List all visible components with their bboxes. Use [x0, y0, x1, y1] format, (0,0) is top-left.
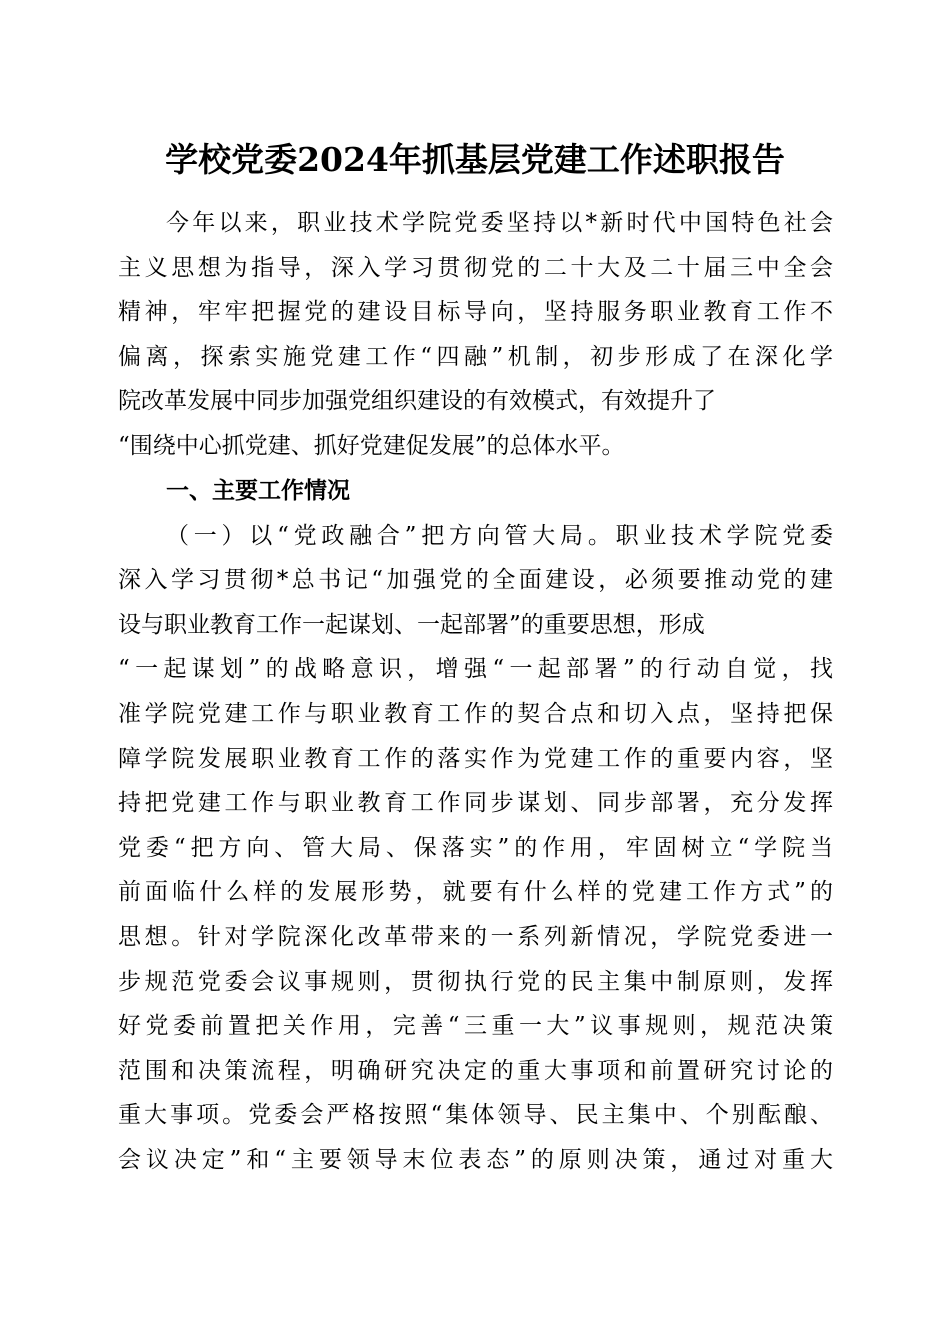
- paragraph-line: “一起谋划”的战略意识，增强“一起部署”的行动自觉，找: [118, 656, 833, 682]
- paragraph-line: 持把党建工作与职业教育工作同步谋划、同步部署，充分发挥: [118, 790, 833, 816]
- paragraph-line: （一）以“党政融合”把方向管大局。职业技术学院党委: [166, 523, 833, 549]
- paragraph-line: 设与职业教育工作一起谋划、一起部署”的重要思想，形成: [118, 612, 705, 638]
- paragraph-line: 院改革发展中同步加强党组织建设的有效模式，有效提升了: [118, 388, 716, 414]
- document-title: 学校党委2024年抓基层党建工作述职报告: [165, 140, 785, 179]
- paragraph-line: 党委“把方向、管大局、保落实”的作用，牢固树立“学院当: [118, 835, 833, 861]
- paragraph-line: 好党委前置把关作用，完善“三重一大”议事规则，规范决策: [118, 1013, 833, 1039]
- paragraph-line: 思想。针对学院深化改革带来的一系列新情况，学院党委进一: [118, 924, 833, 950]
- paragraph-line: 偏离，探索实施党建工作“四融”机制，初步形成了在深化学: [118, 344, 833, 370]
- paragraph-line: 范围和决策流程，明确研究决定的重大事项和前置研究讨论的: [118, 1058, 833, 1084]
- paragraph-line: “围绕中心抓党建、抓好党建促发展”的总体水平。: [118, 433, 625, 459]
- paragraph-line: 会议决定”和“主要领导末位表态”的原则决策，通过对重大: [118, 1147, 833, 1173]
- paragraph-line: 深入学习贯彻*总书记“加强党的全面建设，必须要推动党的建: [118, 567, 833, 593]
- paragraph-line: 准学院党建工作与职业教育工作的契合点和切入点，坚持把保: [118, 701, 833, 727]
- paragraph-line: 障学院发展职业教育工作的落实作为党建工作的重要内容，坚: [118, 746, 833, 772]
- paragraph-line: 今年以来，职业技术学院党委坚持以*新时代中国特色社会: [166, 210, 833, 236]
- paragraph-line: 重大事项。党委会严格按照“集体领导、民主集中、个别酝酿、: [118, 1102, 833, 1128]
- paragraph-line: 主义思想为指导，深入学习贯彻党的二十大及二十届三中全会: [118, 255, 833, 281]
- paragraph-line: 精神，牢牢把握党的建设目标导向，坚持服务职业教育工作不: [118, 299, 833, 325]
- paragraph-line: 步规范党委会议事规则，贯彻执行党的民主集中制原则，发挥: [118, 969, 833, 995]
- section-heading: 一、主要工作情况: [166, 478, 350, 504]
- paragraph-line: 前面临什么样的发展形势，就要有什么样的党建工作方式”的: [118, 879, 833, 905]
